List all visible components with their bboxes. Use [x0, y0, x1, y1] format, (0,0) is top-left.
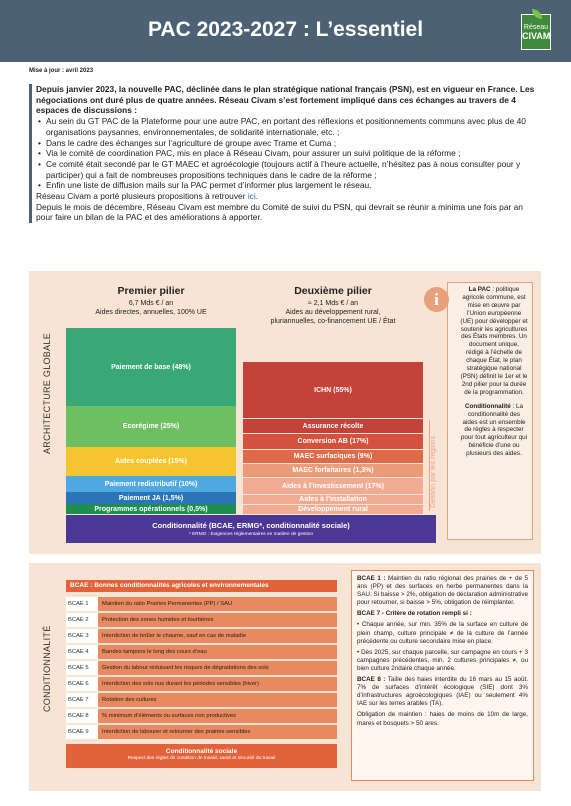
proposals-link[interactable]: ici — [247, 191, 256, 202]
bcae1-title: BCAE 1 : — [357, 575, 386, 582]
pillar1-block-redistributive: Paiement redistributif (10%) — [66, 476, 236, 492]
bcae-label: Gestion du labour réduisant les risques de dégradations des sols — [102, 665, 269, 671]
intro-bullets — [36, 116, 541, 191]
update-date: Mise à jour : avril 2023 — [29, 68, 94, 74]
proposals-text: Réseau Civam a porté plusieurs propositions à retrouver — [36, 191, 248, 202]
bcae-label: Interdiction de brûler le chaume, sauf en cas de maladie — [102, 633, 247, 639]
bcae-code: BCAE 5 — [66, 661, 98, 675]
bcae-label: Interdiction des sols nus durant les périodes sensibles (hiver) — [102, 681, 259, 687]
table-row — [66, 725, 337, 739]
bcae-code: BCAE 1 — [66, 597, 98, 611]
bcae-header: BCAE : Bonnes conditionnalités agricoles et environnementales — [66, 580, 337, 592]
pillar1-block-ja: Paiement JA (1,5%) — [66, 492, 236, 504]
table-row — [66, 677, 337, 691]
page-title: PAC 2023-2027 : L’essentiel — [147, 18, 424, 41]
pillar1-block-base-payment: Paiement de base (48%) — [66, 328, 236, 406]
regions-label: Gestion par les régions — [430, 436, 437, 508]
intro-closing: Depuis le mois de décembre, Réseau Civam est membre du Comité de suivi du PSN, qui devrait se réunir a minima une fois par an pour faire un bilan de la PAC et des améliorations à apporter. — [36, 201, 523, 223]
info-cond-text: : La conditionnalité des aides est un ensemble de règles à respecter pour tout agriculteur qui bénéficie d’une ou plusieurs des aides. — [460, 402, 528, 458]
pillar2-block-ichn: ICHN (55%) — [243, 362, 423, 418]
bcae-code: BCAE 4 — [66, 645, 98, 659]
civam-logo — [521, 14, 551, 50]
conditionality-title: Conditionnalité (BCAE, ERMG*, conditionnalité sociale) — [152, 521, 350, 530]
conditionality-side-label: CONDITIONNALITÉ — [42, 625, 52, 712]
pillar1-block-operational: Programmes opérationnels (0,5%) — [66, 504, 236, 514]
table-row — [66, 613, 337, 627]
bcae-code: BCAE 6 — [66, 677, 98, 691]
social-title: Conditionnalité sociale — [165, 748, 238, 755]
pillar2-block-harvest-insurance: Assurance récolte — [243, 419, 423, 433]
ermg-note: * ERMG : Exigences réglementaires en matière de gestion — [188, 532, 314, 537]
info-icon: i — [424, 287, 449, 312]
bcae7-item: • Dès 2025, sur chaque parcelle, sur campagne en cours + 3 campagnes précédentes, min. 2 cultures principales ≠, ou bien culture 2ndaire chaque année. — [357, 648, 528, 672]
bcae-code: BCAE 2 — [66, 613, 98, 627]
pillar1-block-ecoregime: Ecorégime (25%) — [66, 406, 236, 447]
info-conditionality — [460, 403, 528, 458]
bcae7-item: • Chaque année, sur min. 35% de la surface en culture de plein champ, culture principale ≠ de la culture de l’année précédente ou culture secondaire mise en place. — [357, 621, 528, 645]
info-pac — [460, 286, 528, 397]
bcae-label: Bandes tampons le long des cours d’eau — [102, 649, 207, 655]
bcae8-title: BCAE 8 : — [357, 676, 386, 684]
pillar2-block-investment: Aides à l’investissement (17%) — [243, 478, 423, 494]
logo-name-text: CIVAM — [522, 31, 551, 41]
pillar2-desc-1: Aides au développement rural, — [285, 309, 381, 316]
page-header — [0, 0, 571, 62]
pillar1-block-coupled-aid: Aides couplées (15%) — [66, 447, 236, 476]
bcae7-title: BCAE 7 - Critère de rotation rempli si : — [357, 610, 472, 618]
table-row — [66, 693, 337, 707]
logo-top-text: Réseau — [523, 24, 549, 31]
pillar2-block-maec-surface: MAEC surfaciques (9%) — [243, 450, 423, 463]
bcae1-detail — [357, 575, 528, 607]
bcae-label: Interdiction de labourer et retourner des prairies sensibles — [102, 729, 251, 735]
list-item: • Dans le cadre des échanges sur l’agriculture de groupe avec Trame et Cuma ; — [36, 138, 541, 149]
bcae-label: % minimum d’éléments ou surfaces non productives — [102, 713, 237, 719]
info-cond-title: Conditionnalité — [464, 402, 511, 410]
leaf-icon — [532, 9, 542, 19]
table-row — [66, 645, 337, 659]
intro-proposals: Réseau Civam a porté plusieurs propositions à retrouver ici. — [36, 191, 259, 202]
list-item: • Enfin une liste de diffusion mails sur la PAC permet d’informer plus largement le réseau. — [36, 180, 541, 191]
bcae-detail-box — [351, 570, 534, 781]
list-item: • Ce comité était secondé par le GT MAEC et agroécologie (toujours actif à l’heure actuelle, n’hésitez pas à nous consulter pour y participer) qui a fait de nombreuses propositions techniques dans le cadre de la réforme ; — [36, 159, 541, 180]
pillar1-title: Premier pilier — [117, 285, 185, 297]
info-pac-title: La PAC — [468, 286, 491, 293]
pillar2-block-organic-conversion: Conversion AB (17%) — [243, 434, 423, 449]
intro-section — [29, 84, 541, 223]
bcae8-extra: Obligation de maintien : haies de moins de 10m de large, mares et bosquets > 50 ares. — [357, 711, 528, 727]
table-row — [66, 661, 337, 675]
bcae8-detail — [357, 676, 528, 708]
bcae-code: BCAE 8 — [66, 709, 98, 723]
bcae-code: BCAE 7 — [66, 693, 98, 707]
table-row — [66, 709, 337, 723]
bcae-label: Rotation des cultures — [102, 697, 157, 703]
bcae7-detail — [357, 610, 528, 618]
list-item: • Au sein du GT PAC de la Plateforme pour une autre PAC, en portant des réflexions et positionnements communs avec plus de 40 organisations paysannes, environnementales, de solidarité internationale, etc. ; — [36, 116, 541, 137]
bcae1-text: Maintien du ratio régional des prairies de + de 5 ans (PP) et des surfaces en herbe permanentes dans la SAU. Si baisse > 2%, obligation de déclaration administrative pour retourner, si baisse > 5%, obligation de réimplanter. — [357, 575, 528, 607]
pillar1-desc: Aides directes, annuelles, 100% UE — [95, 309, 207, 316]
social-conditionality-bar — [66, 744, 337, 768]
pillar2-block-installation: Aides à l’installation — [243, 495, 423, 504]
list-item: • Via le comité de coordination PAC, mis en place à Réseau Civam, pour assurer un suivi politique de la réforme ; — [36, 148, 541, 159]
pillar2-block-rural-dev: Développement rural — [243, 505, 423, 514]
pillar2-desc-2: pluriannuelles, co-financement UE / État — [270, 318, 396, 325]
info-pac-text: : politique agricole commune, est mise en œuvre par l’Union européenne (UE) pour développer et soutenir les agricultures des États membres. Un document unique, rédigé à l’échelle de chaque État, le plan stratégique national (PSN) définit le 1er et le 2nd pilier pour la durée de la programmation. — [460, 286, 528, 396]
bcae-code: BCAE 9 — [66, 725, 98, 739]
architecture-side-label: ARCHITECTURE GLOBALE — [42, 332, 52, 454]
info-box — [447, 282, 533, 540]
conditionality-bar — [66, 515, 436, 543]
pillar2-budget: ≈ 2,1 Mds € / an — [307, 300, 359, 307]
pillar2-block-maec-flat: MAEC forfaitaires (1,3%) — [243, 464, 423, 477]
intro-lead: Depuis janvier 2023, la nouvelle PAC, déclinée dans le plan stratégique national français (PSN), est en vigueur en France. Les négociations ont duré plus de quatre années. Réseau Civam s’est fortement impliqué dans ces échanges au travers de 4 espaces de discussions : — [36, 84, 535, 116]
bcae-code: BCAE 3 — [66, 629, 98, 643]
table-row — [66, 629, 337, 643]
bcae8-text: Taille des haies interdite du 16 mars au 15 août. 7% de surfaces d’intérêt écologique (SIE) dont 3% d’infrastructures agroécologiques (IAE) ou seulement 4% IAE sur les terres arables (TA). — [357, 676, 528, 708]
bcae-label: Protection des zones humides et tourbières — [102, 617, 214, 623]
pillar2-title: Deuxième pilier — [294, 285, 372, 297]
social-sub: Respect des règles de condition de travail, santé et sécurité du travail — [127, 756, 276, 761]
pillar1-budget: 6,7 Mds € / an — [128, 300, 174, 307]
table-row — [66, 597, 337, 611]
bcae-label: Maintien du ratio Prairies Permanentes (PP) / SAU — [102, 601, 233, 607]
